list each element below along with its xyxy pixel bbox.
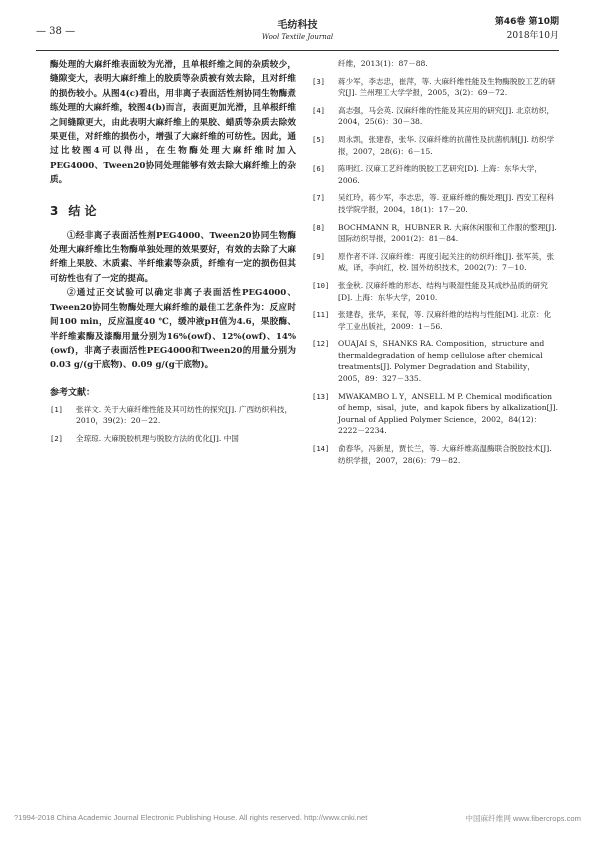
references-heading: 参考文献： (50, 387, 96, 398)
reference-text: MWAKAMBO L Y，ANSELL M P. Chemical modification of hemp，sisal，jute，and kapok fibers by alkalization[J]. Journal of Applied Polymer Science，2002，84(12)：2222－2234. (338, 391, 558, 436)
journal-title-block (36, 16, 559, 41)
reference-item (312, 251, 558, 274)
body-paragraph-continued: 酶处理的大麻纤维表面较为光滑，且单根纤维之间的杂质较少，缝隙变大，表明大麻纤维上的胶质等杂质被有效去除，且对纤维的损伤较小。从图4(c)看出，用非离子表面活性剂协同生物酶煮练处理的大麻纤维，较图4(b)而言，表面更加光滑，且单根纤维之间缝隙更大，由此表明大麻纤维上的果胶、蜡质等杂质去除效果更佳，对纤维的损伤小，增强了大麻纤维的可纺性。因此，通过比较图4可以得出，在生物酶处理大麻纤维时加入PEG4000、Tween20协同处理能够有效去除大麻纤维上的杂质。 (50, 60, 296, 186)
reference-text: 陈明红. 汉麻工艺纤维的脱胶工艺研究[D]. 上海：东华大学，2006. (338, 164, 542, 185)
header-rule (36, 50, 559, 51)
section-title: 结 论 (68, 203, 97, 218)
journal-title-en: Wool Textile Journal (261, 33, 334, 41)
reference-item (312, 443, 558, 466)
reference-tag: [4] (312, 105, 325, 115)
reference-text: 张祥文. 关于大麻纤维性能及其可纺性的探究[J]. 广西纺织科技，2010，39(2)：20－22. (76, 404, 293, 426)
copyright-notice: ?1994-2018 China Academic Journal Electronic Publishing House. All rights reserved. http://www.cnki.net (14, 813, 368, 822)
reference-tag (312, 58, 338, 70)
reference-text: 蒋少军，李志忠，崔萍，等. 大麻纤维性能及生物酶脱胶工艺的研究[J]. 兰州理工大学学报，2005，3(2)：69－72. (338, 76, 556, 98)
reference-tag: [7] (312, 193, 325, 203)
watermark-text: 中国麻纤维网 www.fibercrops.com (465, 814, 581, 823)
reference-tag: [2] (50, 433, 63, 443)
reference-text: BOCHMANN R，HUBNER R. 大麻休闲服和工作服的整理[J]. 国际纺织导报，2001(2)：81－84. (338, 222, 557, 244)
journal-title-cn: 毛纺科技 (277, 20, 318, 31)
conclusion-1: ①经非离子表面活性剂PEG4000、Tween20协同生物酶处理大麻纤维比生物酶单独处理的效果要好，有效的去除了大麻纤维上果胶、木质素、半纤维素等杂质，纤维有一定的损伤但其可纺性也有了一定的提高。 (50, 230, 296, 284)
reference-text: 纤维，2013(1)：87－88. (338, 59, 428, 68)
reference-text: 高志强，马会英. 汉麻纤维的性能及其应用的研究[J]. 北京纺织，2004，25(6)：30－38. (338, 105, 555, 127)
reference-item (312, 280, 558, 303)
reference-tag: [12] (312, 339, 330, 349)
section-number: 3 (50, 203, 59, 218)
right-column (312, 58, 558, 472)
reference-tag: [11] (312, 310, 330, 320)
reference-item (312, 222, 558, 245)
reference-item (312, 76, 558, 99)
reference-item (312, 105, 558, 128)
reference-tag: [9] (312, 251, 325, 261)
reference-tag: [8] (312, 222, 325, 232)
reference-tag: [13] (312, 391, 330, 401)
volume-issue: 第46卷 第10期 (494, 17, 559, 27)
reference-item (312, 134, 558, 157)
reference-item (312, 309, 558, 332)
reference-item (312, 391, 558, 437)
reference-item (50, 433, 296, 445)
page-number: — 38 — (36, 26, 76, 37)
reference-item (312, 58, 558, 70)
page-footer (14, 813, 581, 822)
reference-item (312, 338, 558, 384)
reference-text: 张建春，张华，来侃，等. 汉麻纤维的结构与性能[M]. 北京：化学工业出版社，2009：1－56. (338, 310, 552, 331)
reference-item (312, 192, 558, 215)
reference-text: 原作者不详. 汉麻纤维：再度引起关注的纺织纤维[J]. 张军英，张威，译，李向红，校. 国外纺织技术，2002(7)：7－10. (338, 251, 555, 273)
reference-text: 张金秋. 汉麻纤维的形态、结构与吸湿性能及其成纱品质的研究[D]. 上海：东华大学，2010. (338, 280, 548, 302)
conclusion-2: ②通过正交试验可以确定非离子表面活性PEG4000、Tween20协同生物酶处理大麻纤维的最佳工艺条件为：反应时间100 min，反应温度40 ℃，缓冲液pH值为4.6，果胶酶、半纤维素酶及漆酶用量分别为16%(owf)、12%(owf)、14%(owf)，非离子表面活性PEG4000和Tween20的用量分别为0.03 g/(g干底物)、0.09 g/(g干底物)。 (50, 288, 296, 371)
reference-text: 全琼琼. 大麻脱胶机理与脱胶方法的优化[J]. 中国 (76, 433, 239, 443)
page-header (36, 14, 559, 50)
reference-tag: [6] (312, 164, 325, 174)
reference-item (312, 163, 558, 186)
section-heading (50, 202, 296, 219)
left-column (50, 58, 296, 451)
reference-tag: [14] (312, 444, 330, 454)
reference-tag: [5] (312, 134, 325, 144)
reference-text: OUAJAI S，SHANKS RA. Composition，structure and thermaldegradation of hemp cellulose after chemical treatments[J]. Polymer Degradation and Stability，2005，89：327－335. (338, 339, 545, 384)
reference-item (50, 404, 296, 427)
reference-text: 吴红玲，蒋少军，李志忠，等. 亚麻纤维的酶处理[J]. 西安工程科技学院学报，2004，18(1)：17－20. (338, 193, 555, 214)
issue-date: 2018年10月 (506, 30, 559, 41)
reference-tag: [3] (312, 76, 325, 86)
reference-tag: [1] (50, 404, 63, 414)
reference-tag: [10] (312, 280, 330, 290)
issue-info (495, 16, 559, 43)
reference-text: 俞春华，冯新星，贾长兰，等. 大麻纤维高温酶联合脱胶技术[J]. 纺织学报，2007，28(6)：79－82. (338, 444, 552, 465)
reference-text: 周永凯，张建春，张华. 汉麻纤维的抗菌性及抗菌机制[J]. 纺织学报，2007，28(6)：6－15. (338, 134, 555, 156)
